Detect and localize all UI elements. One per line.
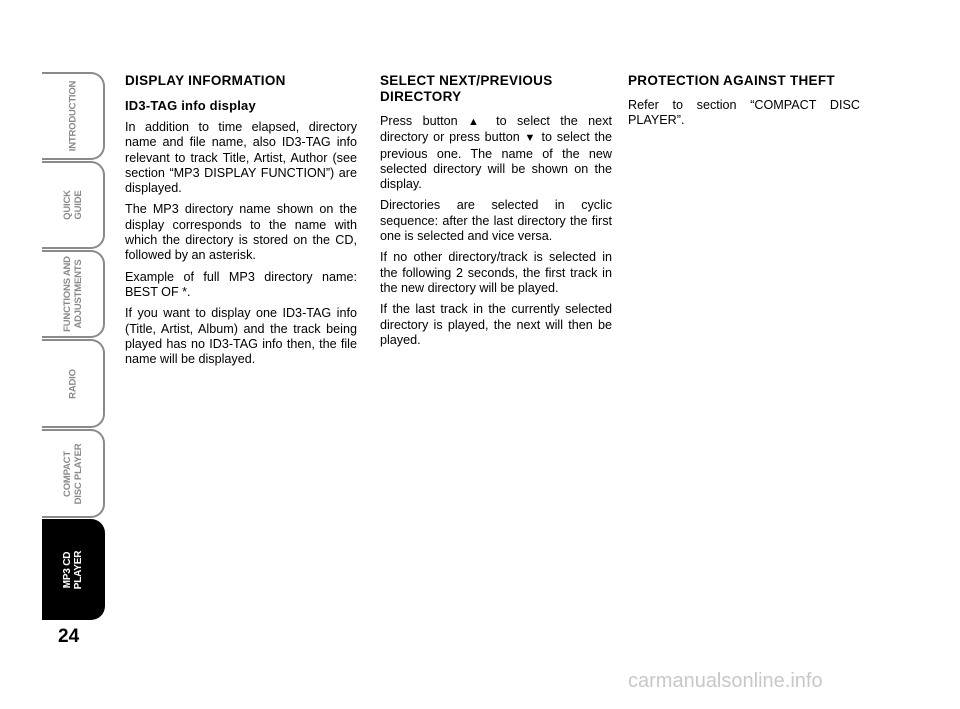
- protection-heading: PROTECTION AGAINST THEFT: [628, 73, 835, 88]
- tab-functions-and-adjustments[interactable]: [42, 250, 105, 338]
- tab-quick-guide[interactable]: [42, 161, 105, 249]
- tab-mp3-cd-player[interactable]: [42, 519, 105, 620]
- tab-introduction[interactable]: [42, 72, 105, 160]
- column-select-directory: [380, 73, 612, 354]
- tab-radio-label: RADIO: [67, 368, 78, 399]
- column-protection-against-theft: [628, 73, 860, 135]
- tab-mp3-label: MP3 CD PLAYER: [61, 550, 84, 589]
- paragraph: If no other directory/track is selected in the following 2 seconds, the first track in the new directory will be played.: [380, 250, 612, 295]
- tab-introduction-label: INTRODUCTION: [67, 80, 78, 152]
- tab-compact-disc-player[interactable]: [42, 429, 105, 518]
- column-display-information: [125, 73, 357, 373]
- select-directory-heading: SELECT NEXT/PREVIOUS DIRECTORY: [380, 73, 553, 104]
- down-arrow-icon: ▼: [524, 132, 537, 145]
- up-arrow-icon: ▲: [467, 116, 486, 128]
- paragraph: If the last track in the currently selected directory is played, the next will then be played.: [380, 302, 612, 347]
- text-run: Press button: [380, 114, 468, 128]
- tab-compact-disc-label: COMPACT DISC PLAYER: [61, 443, 84, 504]
- paragraph: [380, 114, 612, 192]
- paragraph: If you want to display one ID3-TAG info (Title, Artist, Album) and the track being played has no ID3-TAG info then, the file name will be displayed.: [125, 306, 357, 367]
- paragraph: Directories are selected in cyclic sequence: after the last directory the first one is selected and vice versa.: [380, 198, 612, 244]
- tab-radio[interactable]: [42, 339, 105, 428]
- page-number: 24: [58, 626, 80, 647]
- paragraph: Refer to section “COMPACT DISC PLAYER”.: [628, 98, 860, 128]
- watermark: carmanualsonline.info: [628, 670, 823, 692]
- paragraph: The MP3 directory name shown on the display corresponds to the name with which the directory is stored on the CD, followed by an asterisk.: [125, 202, 357, 263]
- display-information-heading: DISPLAY INFORMATION: [125, 73, 286, 88]
- tab-functions-label: FUNCTIONS AND ADJUSTMENTS: [61, 256, 84, 332]
- id3-tag-subheading: ID3-TAG info display: [125, 98, 256, 113]
- text-run: to select the previous one. The name of the new selected directory will be shown on the display.: [380, 130, 613, 192]
- text-run: to select the next directory or press button: [380, 114, 612, 145]
- paragraph: Example of full MP3 directory name: BEST OF *.: [125, 269, 357, 299]
- tab-quick-guide-label: QUICK GUIDE: [61, 190, 84, 220]
- paragraph: In addition to time elapsed, directory name and file name, also ID3-TAG info relevant to track Title, Artist, Author (see section “MP3 DISPLAY FUNCTION”) are displayed.: [125, 120, 357, 196]
